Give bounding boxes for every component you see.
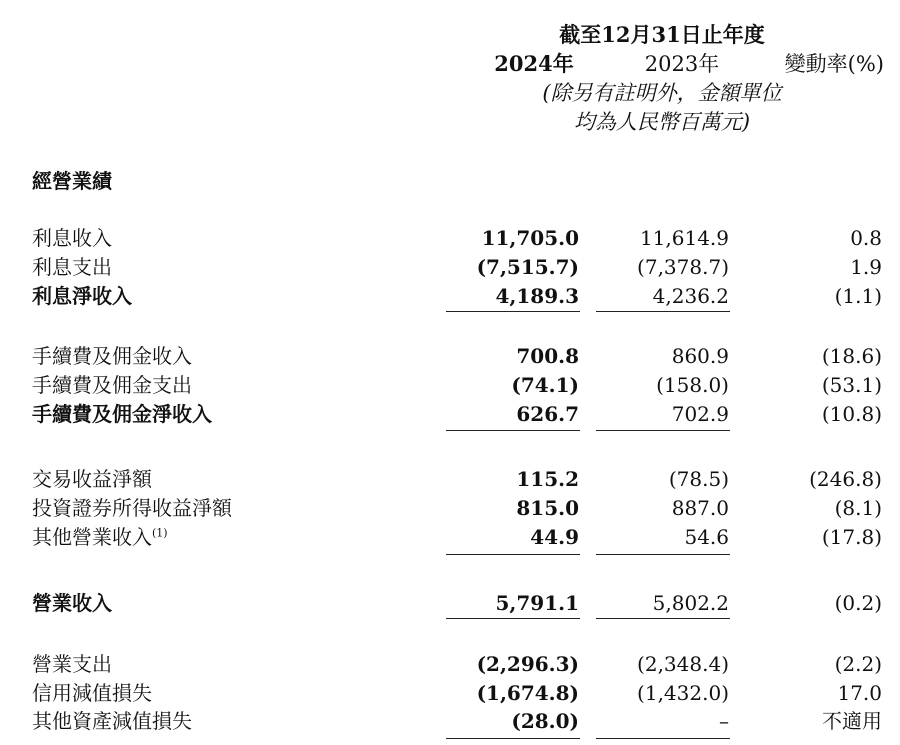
change-rate: (10.8) — [821, 402, 882, 426]
subtotal-rule-2024 — [446, 311, 580, 312]
table-row — [0, 465, 900, 493]
value-2023: 11,614.9 — [639, 226, 729, 250]
value-2024: (28.0) — [511, 709, 579, 733]
table-row — [0, 253, 900, 281]
subtotal-rule-2024 — [446, 618, 580, 619]
change-rate: (1.1) — [834, 284, 882, 308]
change-rate: 0.8 — [850, 226, 882, 250]
value-2024: 815.0 — [516, 496, 579, 520]
value-2024: 44.9 — [530, 525, 579, 549]
row-label: 營業支出 — [32, 652, 112, 676]
subtotal-rule-2024 — [446, 554, 580, 555]
subtotal-rule-2024 — [446, 738, 580, 739]
table-row — [0, 400, 900, 428]
row-label: 手續費及佣金支出 — [32, 373, 192, 397]
value-2023: 887.0 — [671, 496, 729, 520]
change-rate: (17.8) — [821, 525, 882, 549]
value-2024: (1,674.8) — [476, 681, 579, 705]
row-label: 利息淨收入 — [32, 284, 132, 308]
table-row — [0, 650, 900, 678]
row-label: 手續費及佣金收入 — [32, 344, 192, 368]
period-header: 截至12月31日止年度 — [559, 22, 765, 47]
value-2023: (158.0) — [656, 373, 729, 397]
value-2023: 4,236.2 — [652, 284, 729, 308]
table-row — [0, 494, 900, 522]
value-2023: 5,802.2 — [652, 591, 729, 615]
column-header-change: 變動率(%) — [784, 52, 884, 76]
row-label: 其他資產減值損失 — [32, 709, 192, 733]
subtotal-rule-2024 — [446, 430, 580, 431]
unit-note-line2: 均為人民幣百萬元) — [573, 110, 751, 134]
change-rate: 1.9 — [850, 255, 882, 279]
change-rate: (246.8) — [809, 467, 882, 491]
value-2024: 4,189.3 — [495, 284, 579, 308]
value-2023: – — [719, 709, 729, 733]
value-2024: (7,515.7) — [476, 255, 579, 279]
table-row — [0, 589, 900, 617]
change-rate: (2.2) — [834, 652, 882, 676]
row-label: 交易收益淨額 — [32, 467, 152, 491]
row-label: 利息支出 — [32, 255, 112, 279]
change-rate: 不適用 — [822, 709, 882, 733]
value-2024: (74.1) — [511, 373, 579, 397]
table-row — [0, 224, 900, 252]
value-2024: (2,296.3) — [476, 652, 579, 676]
table-row — [0, 523, 900, 551]
subtotal-rule-2023 — [596, 738, 730, 739]
row-label-text: 其他營業收入 — [32, 525, 152, 549]
change-rate: 17.0 — [837, 681, 882, 705]
section-title: 經營業績 — [32, 169, 112, 193]
column-header-2023: 2023年 — [644, 52, 720, 76]
row-label — [32, 523, 168, 551]
value-2024: 700.8 — [516, 344, 579, 368]
row-label: 手續費及佣金淨收入 — [32, 402, 212, 426]
table-row — [0, 282, 900, 310]
change-rate: (8.1) — [834, 496, 882, 520]
value-2024: 5,791.1 — [495, 591, 579, 615]
value-2024: 626.7 — [516, 402, 579, 426]
row-label: 投資證券所得收益淨額 — [32, 496, 232, 520]
value-2023: (1,432.0) — [637, 681, 729, 705]
row-label: 營業收入 — [32, 591, 112, 615]
table-row — [0, 707, 900, 735]
value-2023: 860.9 — [671, 344, 729, 368]
table-row — [0, 679, 900, 707]
subtotal-rule-2023 — [596, 618, 730, 619]
value-2023: 702.9 — [671, 402, 729, 426]
footnote-marker: (1) — [152, 526, 168, 540]
value-2024: 11,705.0 — [481, 226, 579, 250]
table-row — [0, 342, 900, 370]
value-2023: (78.5) — [668, 467, 729, 491]
column-header-2024: 2024年 — [494, 51, 574, 76]
row-label: 利息收入 — [32, 226, 112, 250]
change-rate: (0.2) — [834, 591, 882, 615]
change-rate: (18.6) — [821, 344, 882, 368]
value-2024: 115.2 — [516, 467, 579, 491]
unit-note-line1: (除另有註明外，金額單位 — [542, 81, 782, 105]
change-rate: (53.1) — [821, 373, 882, 397]
table-row — [0, 371, 900, 399]
subtotal-rule-2023 — [596, 554, 730, 555]
value-2023: (2,348.4) — [637, 652, 729, 676]
row-label: 信用減值損失 — [32, 681, 152, 705]
value-2023: 54.6 — [684, 525, 729, 549]
value-2023: (7,378.7) — [637, 255, 729, 279]
subtotal-rule-2023 — [596, 311, 730, 312]
subtotal-rule-2023 — [596, 430, 730, 431]
